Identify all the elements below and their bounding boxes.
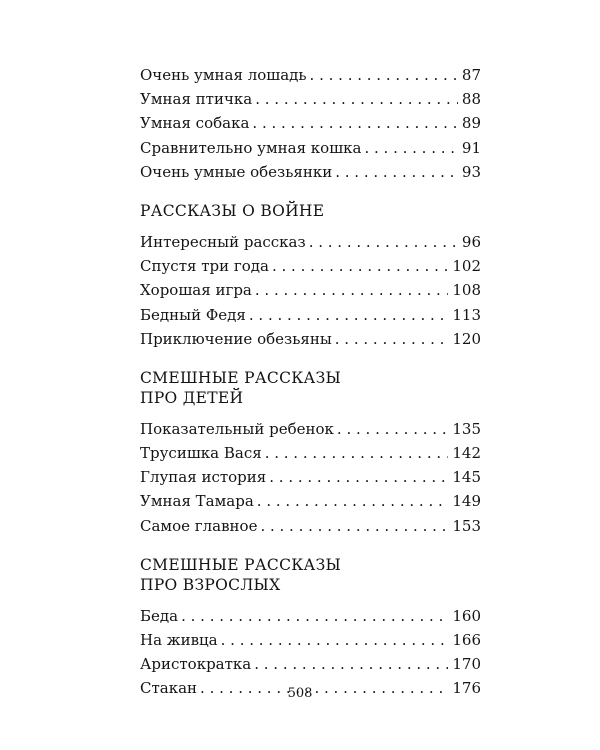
- dot-leader: [310, 63, 458, 87]
- toc-entry: [140, 63, 481, 87]
- toc-entry-title: Показательный ребенок: [140, 419, 334, 438]
- dot-leader: [257, 489, 449, 513]
- toc-entry-page: 89: [461, 114, 481, 133]
- toc-entry: [140, 417, 481, 441]
- toc-entry-page: 120: [452, 329, 481, 348]
- table-of-contents: [140, 63, 481, 701]
- toc-entry-page: 91: [461, 138, 481, 157]
- toc-entry: [140, 441, 481, 465]
- toc-entry-title: Хорошая игра: [140, 281, 252, 300]
- toc-entry-page: 176: [452, 679, 481, 698]
- section-heading-line: СМЕШНЫЕ РАССКАЗЫ: [140, 555, 342, 574]
- toc-entry-page: 102: [452, 257, 481, 276]
- toc-entry-page: 113: [452, 305, 481, 324]
- toc-entry: [140, 489, 481, 513]
- toc-entry: [140, 628, 481, 652]
- toc-entry: [140, 652, 481, 676]
- dot-leader: [221, 628, 449, 652]
- toc-entry-title: Умная птичка: [140, 90, 253, 109]
- toc-entry: [140, 136, 481, 160]
- toc-entry-title: Аристократка: [140, 655, 252, 674]
- toc-entry-title: Стакан: [140, 679, 198, 698]
- dot-leader: [309, 230, 458, 254]
- toc-entry: [140, 327, 481, 351]
- toc-entry-title: Спустя три года: [140, 257, 269, 276]
- toc-entry-page: 142: [452, 444, 481, 463]
- toc-entry: [140, 278, 481, 302]
- section-heading-line: ПРО ДЕТЕЙ: [140, 388, 244, 407]
- section-heading: [140, 201, 481, 221]
- dot-leader: [272, 254, 448, 278]
- toc-entry: [140, 230, 481, 254]
- toc-entry-title: Интересный рассказ: [140, 232, 306, 251]
- toc-entry-title: Беда: [140, 606, 179, 625]
- section-heading: [140, 555, 481, 595]
- toc-entry-title: На живца: [140, 631, 218, 649]
- toc-entry-page: 87: [461, 66, 481, 84]
- dot-leader: [254, 652, 448, 676]
- toc-entry-page: 153: [452, 516, 481, 535]
- toc-entry: [140, 514, 481, 538]
- toc-entry: [140, 160, 481, 184]
- dot-leader: [249, 303, 448, 327]
- toc-entry-page: 108: [452, 281, 481, 300]
- dot-leader: [252, 111, 458, 135]
- toc-entry-page: 170: [452, 655, 481, 674]
- dot-leader: [337, 417, 448, 441]
- toc-entry-title: Сравнительно умная кошка: [140, 138, 362, 157]
- dot-leader: [255, 278, 448, 302]
- section-heading-line: РАССКАЗЫ О ВОЙНЕ: [140, 201, 325, 220]
- toc-entry-page: 166: [452, 631, 481, 649]
- dot-leader: [255, 87, 458, 111]
- toc-entry-page: 96: [461, 232, 481, 251]
- dot-leader: [181, 604, 448, 628]
- toc-entry: [140, 111, 481, 135]
- dot-leader: [335, 160, 458, 184]
- dot-leader: [335, 327, 449, 351]
- toc-entry: [140, 87, 481, 111]
- section-heading: [140, 368, 481, 408]
- toc-entry-title: Бедный Федя: [140, 305, 246, 324]
- toc-entry: [140, 254, 481, 278]
- toc-entry-title: Самое главное: [140, 516, 258, 535]
- toc-entry-title: Умная Тамара: [140, 492, 254, 511]
- toc-entry: [140, 604, 481, 628]
- toc-entry-title: Приключение обезьяны: [140, 329, 332, 348]
- toc-entry-page: 135: [452, 419, 481, 438]
- toc-entry-title: Умная собака: [140, 114, 250, 133]
- section-heading-line: ПРО ВЗРОСЛЫХ: [140, 575, 281, 594]
- toc-entry-page: 160: [452, 606, 481, 625]
- toc-entry: [140, 303, 481, 327]
- toc-entry-title: Трусишка Вася: [140, 444, 262, 463]
- toc-entry-page: 149: [452, 492, 481, 511]
- toc-entry-page: 145: [452, 468, 481, 487]
- dot-leader: [364, 136, 457, 160]
- page-number: 508: [287, 686, 313, 701]
- toc-entry-title: Очень умные обезьянки: [140, 162, 333, 181]
- toc-entry-page: 93: [461, 162, 481, 181]
- dot-leader: [269, 465, 448, 489]
- dot-leader: [260, 514, 448, 538]
- toc-entry-page: 88: [461, 90, 481, 109]
- toc-entry-title: Глупая история: [140, 468, 267, 487]
- toc-entry: [140, 465, 481, 489]
- dot-leader: [265, 441, 449, 465]
- section-heading-line: СМЕШНЫЕ РАССКАЗЫ: [140, 368, 342, 387]
- toc-entry-title: Очень умная лошадь: [140, 66, 307, 84]
